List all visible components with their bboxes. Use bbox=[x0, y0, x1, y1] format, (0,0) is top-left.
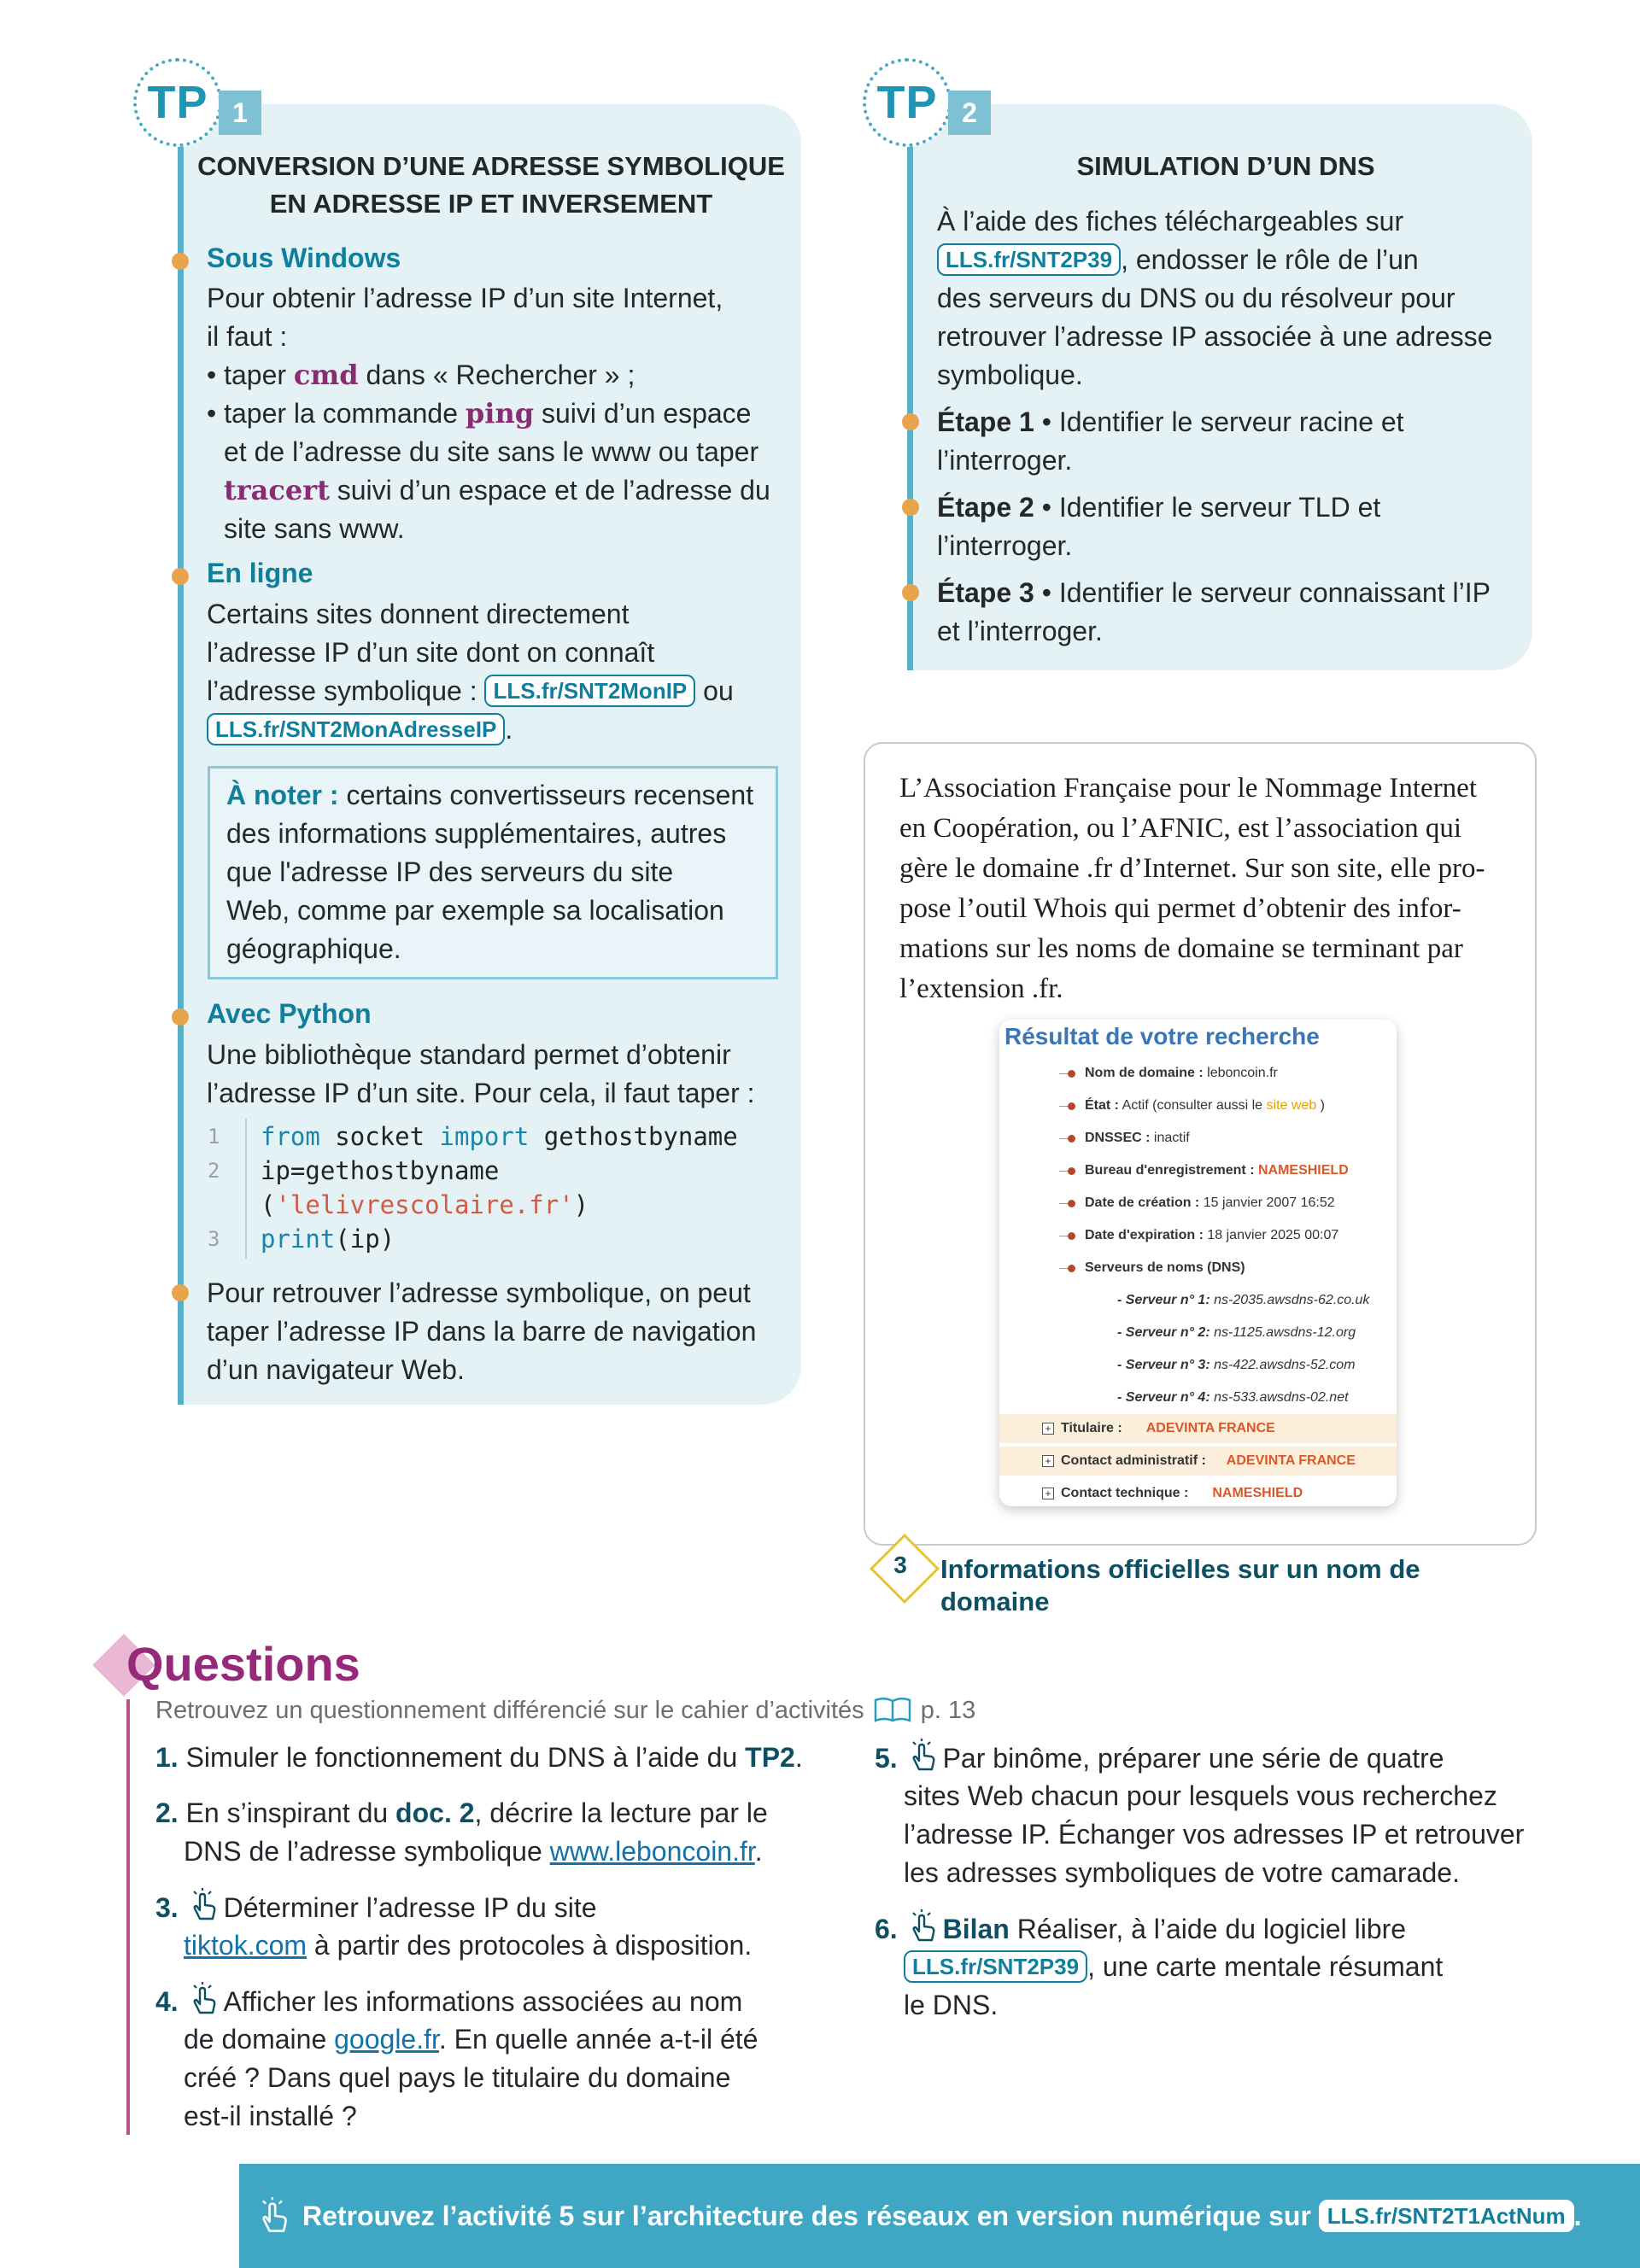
value: ns-533.awsdns-02.net bbox=[1210, 1390, 1349, 1405]
footer-banner bbox=[239, 2164, 1640, 2268]
text: suivi d’un espace bbox=[534, 398, 752, 429]
code-string: 'lelivrescolaire.fr' bbox=[275, 1190, 574, 1219]
hand-pointer-icon bbox=[186, 1982, 220, 2016]
doc3-line: L’Association Française pour le Nommage Internet bbox=[899, 773, 1478, 804]
text: Retrouvez l’activité 5 sur l’architecture des réseaux en version numérique sur bbox=[302, 2201, 1319, 2231]
label: Serveurs de noms (DNS) bbox=[1085, 1260, 1245, 1275]
label: - Serveur n° 1: bbox=[1117, 1293, 1210, 1307]
reverse-line3: d’un navigateur Web. bbox=[207, 1354, 465, 1385]
doc3-line: gère le domaine .fr d’Internet. Sur son site, elle pro- bbox=[899, 853, 1485, 884]
text: Par binôme, préparer une série de quatre bbox=[942, 1743, 1444, 1774]
questions-side-bar bbox=[126, 1699, 130, 2135]
value: 18 janvier 2025 00:07 bbox=[1203, 1228, 1339, 1242]
code-text: ( bbox=[261, 1190, 276, 1219]
step-3-line1 bbox=[937, 574, 1491, 612]
questions-title: Questions bbox=[126, 1637, 360, 1691]
windows-bullet-ping-l3 bbox=[224, 471, 770, 510]
subtitle-page: p. 13 bbox=[920, 1697, 976, 1724]
question-6-line3: le DNS. bbox=[904, 1990, 999, 2020]
whois-expire bbox=[1085, 1228, 1338, 1243]
value: NAMESHIELD bbox=[1254, 1163, 1349, 1178]
code-text: (ip) bbox=[335, 1225, 395, 1254]
tree-dot bbox=[1068, 1265, 1075, 1272]
online-line1: Certains sites donnent directement bbox=[207, 599, 630, 629]
tree-dot bbox=[1068, 1167, 1075, 1175]
doc3-caption-line1: Informations officielles sur un nom de bbox=[940, 1554, 1420, 1584]
code-gutter-line bbox=[245, 1119, 247, 1259]
tp2-intro-line3: des serveurs du DNS ou du résolveur pour bbox=[937, 283, 1456, 313]
whois-admin bbox=[1061, 1453, 1356, 1469]
code-keyword: from bbox=[261, 1122, 320, 1151]
hand-pointer-icon bbox=[905, 1909, 940, 1944]
text: ou bbox=[695, 675, 734, 706]
online-heading: En ligne bbox=[207, 558, 313, 588]
step-2-line1 bbox=[937, 488, 1380, 527]
footer-text bbox=[302, 2200, 1582, 2232]
site-web-link[interactable]: site web bbox=[1266, 1098, 1317, 1113]
value: ADEVINTA FRANCE bbox=[1226, 1453, 1356, 1468]
bullet-dot bbox=[172, 253, 189, 270]
question-2-line1 bbox=[155, 1794, 768, 1833]
label: Nom de domaine : bbox=[1085, 1066, 1204, 1080]
text: , décrire la lecture par le bbox=[474, 1797, 768, 1828]
whois-server-4 bbox=[1117, 1390, 1349, 1406]
windows-intro-line2: il faut : bbox=[207, 321, 288, 352]
label: Contact administratif : bbox=[1061, 1453, 1206, 1468]
tree-dot bbox=[1068, 1135, 1075, 1143]
step-2-line2: l’interroger. bbox=[937, 530, 1073, 561]
windows-intro-line1: Pour obtenir l’adresse IP d’un site Internet, bbox=[207, 283, 723, 313]
text: . bbox=[505, 714, 513, 745]
code-line-number: 3 bbox=[208, 1227, 220, 1251]
text: • Identifier le serveur racine et bbox=[1034, 406, 1404, 437]
whois-title: Résultat de votre recherche bbox=[1004, 1023, 1320, 1049]
question-4-line3: créé ? Dans quel pays le titulaire du domaine bbox=[184, 2062, 731, 2093]
python-line2: l’adresse IP d’un site. Pour cela, il faut taper : bbox=[207, 1078, 755, 1108]
whois-bureau bbox=[1085, 1163, 1349, 1178]
tp1-badge-label: TP bbox=[133, 58, 222, 147]
text: . bbox=[794, 1742, 803, 1773]
online-line2: l’adresse IP d’un site dont on connaît bbox=[207, 637, 655, 668]
step-1-line1 bbox=[937, 403, 1404, 441]
tree-dot bbox=[1068, 1232, 1075, 1240]
reverse-line2: taper l’adresse IP dans la barre de navigation bbox=[207, 1316, 757, 1347]
text: , endosser le rôle de l’un bbox=[1121, 244, 1419, 275]
subtitle-text: Retrouvez un questionnement différencié sur le cahier d’activités bbox=[155, 1697, 864, 1724]
question-5-line3: l’adresse IP. Échanger vos adresses IP et retrouver bbox=[904, 1819, 1525, 1850]
bilan-label: Bilan bbox=[942, 1914, 1010, 1944]
code-keyword: print bbox=[261, 1225, 336, 1254]
whois-servers-label bbox=[1085, 1260, 1245, 1276]
label: Bureau d'enregistrement : bbox=[1085, 1163, 1255, 1178]
bullet-dot bbox=[172, 568, 189, 585]
whois-dnssec bbox=[1085, 1131, 1190, 1146]
note-line4: Web, comme par exemple sa localisation bbox=[226, 895, 724, 926]
tp2-intro-line5: symbolique. bbox=[937, 359, 1083, 390]
windows-bullet-cmd bbox=[207, 356, 635, 395]
hand-pointer-icon bbox=[255, 2197, 292, 2235]
text: • Identifier le serveur connaissant l’IP bbox=[1034, 577, 1491, 608]
question-6-line1 bbox=[875, 1909, 1406, 1949]
text: l’adresse symbolique : bbox=[207, 675, 485, 706]
doc3-line: l’extension .fr. bbox=[899, 973, 1063, 1004]
question-number: 3. bbox=[155, 1892, 179, 1923]
whois-server-2 bbox=[1117, 1325, 1356, 1341]
doc-number: 3 bbox=[893, 1552, 907, 1578]
text: Réaliser, à l’aide du logiciel libre bbox=[1009, 1914, 1407, 1944]
label: Contact technique : bbox=[1061, 1486, 1189, 1500]
link-snt2p39[interactable]: LLS.fr/SNT2P39 bbox=[937, 243, 1121, 276]
tp1-title-line2: EN ADRESSE IP ET INVERSEMENT bbox=[269, 189, 713, 219]
label: - Serveur n° 3: bbox=[1117, 1358, 1210, 1372]
windows-bullet-ping-l2: et de l’adresse du site sans le www ou taper bbox=[224, 436, 759, 467]
label: - Serveur n° 4: bbox=[1117, 1390, 1210, 1405]
doc3-line: pose l’outil Whois qui permet d’obtenir des infor- bbox=[899, 893, 1461, 924]
question-number: 5. bbox=[875, 1743, 898, 1774]
value: ns-422.awsdns-52.com bbox=[1210, 1358, 1356, 1372]
note-label: À noter : bbox=[226, 780, 339, 810]
step-2-label: Étape 2 bbox=[937, 492, 1034, 523]
step-1-label: Étape 1 bbox=[937, 406, 1034, 437]
reverse-line1: Pour retrouver l’adresse symbolique, on peut bbox=[207, 1277, 751, 1308]
whois-tech bbox=[1061, 1486, 1303, 1501]
tp1-badge bbox=[133, 58, 270, 152]
online-line3 bbox=[207, 672, 734, 710]
value: NAMESHIELD bbox=[1212, 1486, 1303, 1500]
tree-dot bbox=[1068, 1070, 1075, 1078]
bullet-dot bbox=[902, 413, 919, 430]
code-text: gethostbyname bbox=[529, 1122, 738, 1151]
label: - Serveur n° 2: bbox=[1117, 1325, 1210, 1340]
value: ns-2035.awsdns-62.co.uk bbox=[1210, 1293, 1370, 1307]
question-5-line4: les adresses symboliques de votre camarade. bbox=[904, 1857, 1460, 1888]
value: ) bbox=[1316, 1098, 1325, 1113]
doc3-line: en Coopération, ou l’AFNIC, est l’association qui bbox=[899, 813, 1462, 844]
book-icon bbox=[873, 1696, 912, 1723]
value: ns-1125.awsdns-12.org bbox=[1210, 1325, 1356, 1340]
link-leboncoin[interactable]: www.leboncoin.fr bbox=[549, 1836, 755, 1867]
tree-dot bbox=[1068, 1200, 1075, 1207]
ref-tp2: TP2 bbox=[745, 1742, 795, 1773]
link-snt2p39[interactable]: LLS.fr/SNT2P39 bbox=[904, 1950, 1087, 1983]
link-snt2monip[interactable]: LLS.fr/SNT2MonIP bbox=[484, 675, 695, 707]
expand-icon[interactable]: + bbox=[1042, 1488, 1054, 1499]
code-line-number: 2 bbox=[208, 1159, 220, 1183]
doc3-line: mations sur les noms de domaine se terminant par bbox=[899, 933, 1463, 964]
windows-bullet-ping-l1 bbox=[207, 395, 751, 433]
question-3-line2 bbox=[184, 1926, 752, 1965]
expand-icon[interactable]: + bbox=[1042, 1423, 1054, 1435]
text: certains convertisseurs recensent bbox=[338, 780, 754, 810]
tp2-intro-line1: À l’aide des fiches téléchargeables sur bbox=[937, 206, 1404, 237]
python-line1: Une bibliothèque standard permet d’obtenir bbox=[207, 1039, 731, 1070]
whois-created bbox=[1085, 1195, 1335, 1211]
bullet-dot bbox=[172, 1008, 189, 1026]
text: . En quelle année a-t-il été bbox=[438, 2024, 758, 2055]
text: suivi d’un espace et de l’adresse du bbox=[329, 475, 770, 506]
value: 15 janvier 2007 16:52 bbox=[1199, 1195, 1335, 1210]
note-line3: que l'adresse IP des serveurs du site bbox=[226, 856, 674, 887]
footer-link[interactable]: LLS.fr/SNT2T1ActNum bbox=[1319, 2200, 1574, 2232]
tp2-intro-line2 bbox=[937, 241, 1419, 279]
online-line4 bbox=[207, 710, 512, 749]
code-line-1 bbox=[261, 1119, 738, 1154]
code-line-2: ip=gethostbyname bbox=[261, 1156, 500, 1185]
text: à partir des protocoles à disposition. bbox=[307, 1930, 753, 1961]
whois-domain bbox=[1085, 1066, 1278, 1081]
bullet-dot bbox=[172, 1284, 189, 1301]
text: de domaine bbox=[184, 2024, 335, 2055]
tp2-intro-line4: retrouver l’adresse IP associée à une adresse bbox=[937, 321, 1493, 352]
link-google[interactable]: google.fr bbox=[334, 2024, 439, 2055]
keyword-ping: ping bbox=[465, 397, 535, 430]
hand-pointer-icon bbox=[905, 1739, 940, 1773]
tp1-title-line1: CONVERSION D’UNE ADRESSE SYMBOLIQUE bbox=[197, 151, 785, 181]
label: Date d'expiration : bbox=[1085, 1228, 1204, 1242]
text: • taper la commande bbox=[207, 398, 466, 429]
text: . bbox=[754, 1836, 763, 1867]
tp1-side-bar bbox=[178, 145, 184, 1405]
tree-dot bbox=[1068, 1102, 1075, 1110]
question-2-line2 bbox=[184, 1833, 763, 1871]
note-line2: des informations supplémentaires, autres bbox=[226, 818, 727, 849]
code-line-number: 1 bbox=[208, 1125, 220, 1149]
text: • Identifier le serveur TLD et bbox=[1034, 492, 1381, 523]
keyword-tracert: tracert bbox=[224, 474, 330, 506]
tp1-badge-number: 1 bbox=[219, 91, 261, 135]
question-number: 2. bbox=[155, 1797, 179, 1828]
windows-bullet-ping-l4: site sans www. bbox=[224, 513, 405, 544]
step-1-line2: l’interroger. bbox=[937, 445, 1073, 476]
questions-subtitle bbox=[155, 1696, 975, 1725]
text: dans « Rechercher » ; bbox=[358, 359, 636, 390]
question-6-line2 bbox=[904, 1948, 1443, 1986]
link-snt2monadresseip[interactable]: LLS.fr/SNT2MonAdresseIP bbox=[207, 713, 505, 745]
value: Actif (consulter aussi le bbox=[1119, 1098, 1267, 1113]
code-text: ) bbox=[573, 1190, 589, 1219]
text: Afficher les informations associées au nom bbox=[223, 1986, 743, 2017]
label: Titulaire : bbox=[1061, 1421, 1122, 1435]
step-3-line2: et l’interroger. bbox=[937, 616, 1103, 646]
text: DNS de l’adresse symbolique bbox=[184, 1836, 550, 1867]
label: Date de création : bbox=[1085, 1195, 1200, 1210]
code-text: socket bbox=[319, 1122, 440, 1151]
bullet-dot bbox=[902, 584, 919, 601]
text: En s’inspirant du bbox=[178, 1797, 396, 1828]
python-heading: Avec Python bbox=[207, 998, 372, 1029]
tp2-badge bbox=[863, 58, 999, 152]
text: . bbox=[1573, 2201, 1582, 2231]
whois-server-1 bbox=[1117, 1293, 1369, 1308]
question-5-line1 bbox=[875, 1739, 1444, 1778]
value: inactif bbox=[1150, 1131, 1190, 1145]
question-4-line2 bbox=[184, 2020, 758, 2059]
whois-state bbox=[1085, 1098, 1325, 1114]
value: leboncoin.fr bbox=[1203, 1066, 1278, 1080]
value: ADEVINTA FRANCE bbox=[1145, 1421, 1275, 1435]
note-line5: géographique. bbox=[226, 933, 401, 964]
windows-heading: Sous Windows bbox=[207, 243, 401, 273]
text: , une carte mentale résumant bbox=[1087, 1951, 1444, 1982]
bullet-dot bbox=[902, 499, 919, 516]
question-number: 4. bbox=[155, 1986, 179, 2017]
label: DNSSEC : bbox=[1085, 1131, 1151, 1145]
ref-doc2: doc. 2 bbox=[395, 1797, 475, 1828]
step-3-label: Étape 3 bbox=[937, 577, 1034, 608]
question-number: 1. bbox=[155, 1742, 179, 1773]
question-5-line2: sites Web chacun pour lesquels vous recherchez bbox=[904, 1780, 1497, 1811]
label: État : bbox=[1085, 1098, 1119, 1113]
doc3-caption-line2: domaine bbox=[940, 1587, 1050, 1616]
code-keyword: import bbox=[439, 1122, 530, 1151]
link-tiktok[interactable]: tiktok.com bbox=[184, 1930, 308, 1961]
question-4-line1 bbox=[155, 1982, 742, 2021]
whois-holder bbox=[1061, 1421, 1275, 1436]
tp2-badge-number: 2 bbox=[948, 91, 991, 135]
whois-server-3 bbox=[1117, 1358, 1356, 1373]
whois-screenshot bbox=[999, 1020, 1397, 1506]
note-line1 bbox=[226, 776, 753, 815]
keyword-cmd: cmd bbox=[293, 359, 359, 391]
text: • taper bbox=[207, 359, 294, 390]
tp2-title: SIMULATION D’UN DNS bbox=[1076, 151, 1375, 181]
text: Déterminer l’adresse IP du site bbox=[223, 1892, 597, 1923]
code-line-2-cont bbox=[261, 1188, 589, 1222]
expand-icon[interactable]: + bbox=[1042, 1455, 1054, 1467]
text: Simuler le fonctionnement du DNS à l’aide du bbox=[178, 1742, 746, 1773]
tp2-badge-label: TP bbox=[863, 58, 952, 147]
question-4-line4: est-il installé ? bbox=[184, 2101, 357, 2131]
question-1 bbox=[155, 1739, 803, 1777]
hand-pointer-icon bbox=[186, 1888, 220, 1922]
question-number: 6. bbox=[875, 1914, 898, 1944]
question-3-line1 bbox=[155, 1888, 597, 1927]
code-line-3 bbox=[261, 1222, 395, 1256]
